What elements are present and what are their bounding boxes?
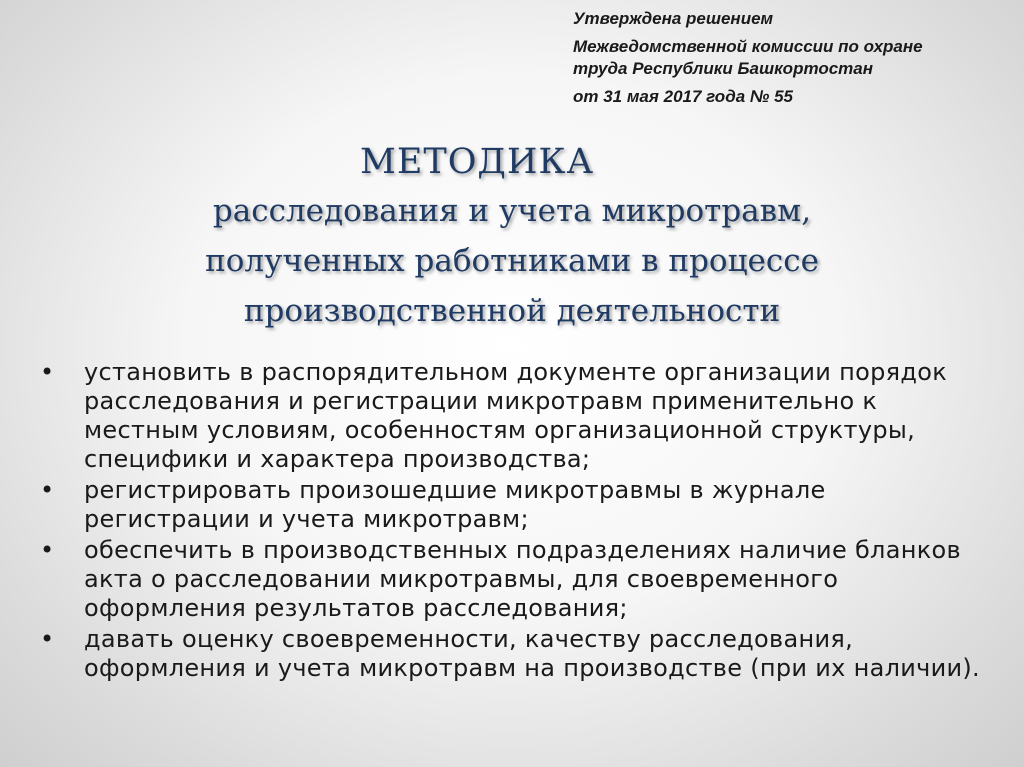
approval-line-3: труда Республики Башкортостан <box>573 59 874 78</box>
bullet-item <box>38 476 988 534</box>
approval-line-2: Межведомственной комиссии по охране <box>573 37 923 56</box>
approval-note <box>573 8 1013 108</box>
title-line-2: полученных работниками в процессе <box>205 243 819 279</box>
bullet-marker: • <box>40 476 55 504</box>
bullet-text: обеспечить в производственных подразделениях наличие бланков акта о расследовании микротравмы, для своевременного оформления результатов расследования; <box>84 536 961 622</box>
title-main: МЕТОДИКА <box>360 142 594 182</box>
bullet-list <box>38 358 988 685</box>
bullet-item <box>38 358 988 474</box>
bullet-marker: • <box>40 358 55 386</box>
approval-line-1: Утверждена решением <box>573 9 774 28</box>
bullet-marker: • <box>40 536 55 564</box>
bullet-item <box>38 536 988 623</box>
bullet-item <box>38 625 988 683</box>
title-line-3: производственной деятельности <box>243 293 781 329</box>
slide-title <box>60 138 964 336</box>
bullet-text: регистрировать произошедшие микротравмы в журнале регистрации и учета микротравм; <box>84 476 826 533</box>
bullet-marker: • <box>40 625 55 653</box>
bullet-text: установить в распорядительном документе организации порядок расследования и регистрации микротравм применительно к местным условиям, особенностям организационной структуры, специфики и характера производства; <box>84 358 948 473</box>
approval-line-4: от 31 мая 2017 года № 55 <box>573 87 793 106</box>
bullet-text: давать оценку своевременности, качеству расследования, оформления и учета микротравм на производстве (при их наличии). <box>84 625 980 682</box>
title-line-1: расследования и учета микротравм, <box>212 193 812 229</box>
